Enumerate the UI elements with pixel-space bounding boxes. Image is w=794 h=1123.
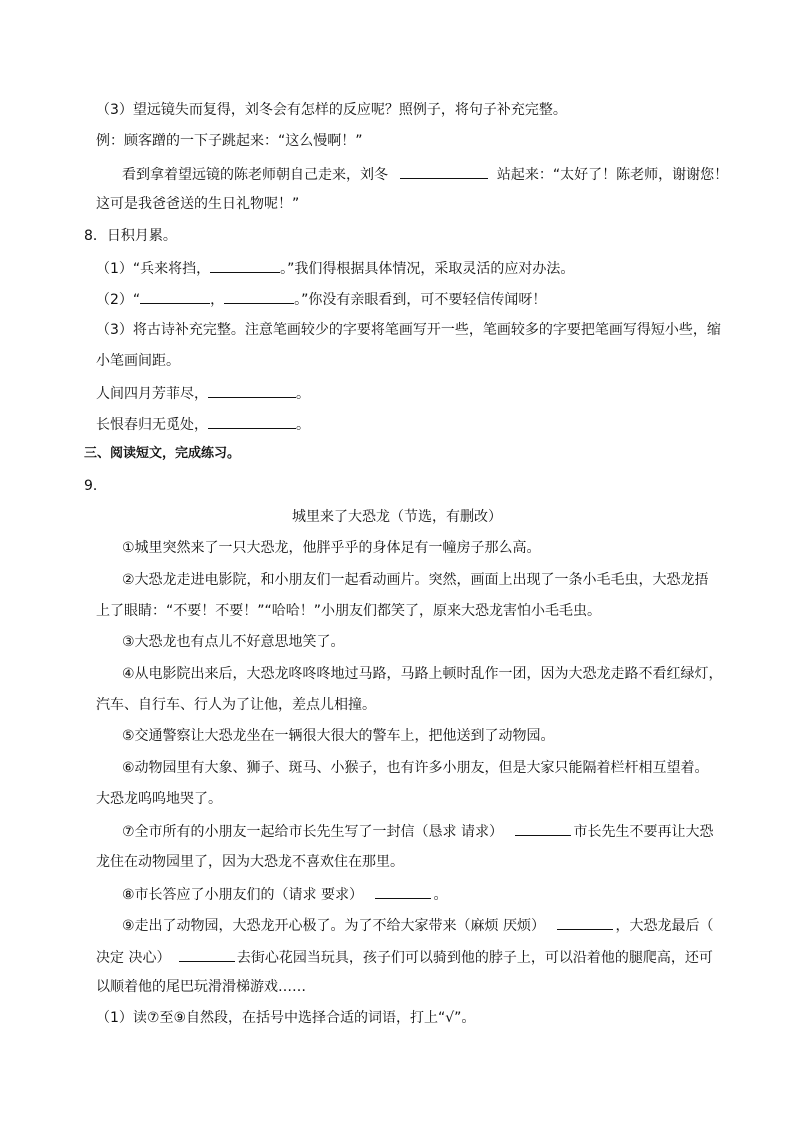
paragraph-8-blank[interactable]	[375, 883, 431, 899]
q8-item1-text-b: 。”我们得根据具体情况，采取灵活的应对办法。	[280, 261, 575, 277]
paragraph-9-text-c: 决定 决心）	[96, 950, 171, 966]
paragraph-7-text-a: ⑦全市所有的小朋友一起给市长先生写了一封信（恳求 请求）	[122, 824, 503, 840]
paragraph-7-text-b: 市长先生不要再让大恐	[573, 824, 714, 840]
q8-item2-text-a: （2）“	[96, 292, 141, 308]
q8-item2	[96, 288, 546, 310]
q8-poem-line1	[96, 382, 310, 404]
paragraph-9-text-a: ⑨走出了动物园，大恐龙开心极了。为了不给大家带来（麻烦 厌烦）	[122, 918, 545, 934]
paragraph-9-line3: 以顺着他的尾巴玩滑滑梯游戏……	[96, 979, 306, 995]
q8-title: 8．日积月累。	[84, 228, 177, 244]
paragraph-2-line1: ②大恐龙走进电影院，和小朋友们一起看动画片。突然，画面上出现了一条小毛毛虫，大恐龙捂	[122, 572, 709, 588]
q8-item2-text-b: ，	[210, 292, 225, 308]
paragraph-9-blank-2[interactable]	[179, 946, 235, 962]
q8-poem1-text: 人间四月芳菲尽，	[96, 386, 208, 402]
q7-3-line1-text-b: 站起来：“太好了！陈老师，谢谢您！	[496, 167, 729, 183]
q8-item2-text-c: 。”你没有亲眼看到，可不要轻信传闻呀！	[294, 292, 547, 308]
q8-item1	[96, 257, 574, 279]
q7-3-line2: 这可是我爸爸送的生日礼物呢！”	[96, 196, 300, 212]
paragraph-9-line2	[96, 946, 713, 968]
q8-item2-blank-2[interactable]	[224, 288, 294, 304]
q8-poem1-blank[interactable]	[208, 382, 296, 398]
paragraph-5: ⑤交通警察让大恐龙坐在一辆很大很大的警车上，把他送到了动物园。	[122, 728, 555, 744]
paragraph-8	[122, 883, 447, 905]
q8-poem1-period: 。	[296, 386, 310, 402]
passage-title: 城里来了大恐龙（节选，有删改）	[292, 509, 502, 525]
paragraph-8-text-b: 。	[433, 887, 448, 903]
paragraph-6-line2: 大恐龙呜呜地哭了。	[96, 791, 222, 807]
q8-poem2-text: 长恨春归无觅处，	[96, 417, 208, 433]
paragraph-9-line1	[122, 914, 713, 936]
q7-3-line1-text-a: 看到拿着望远镜的陈老师朝自己走来，刘冬	[122, 167, 388, 183]
q8-item3-line1: （3）将古诗补充完整。注意笔画较少的字要将笔画写开一些，笔画较多的字要把笔画写得短小些，缩	[96, 322, 721, 338]
paragraph-4-line2: 汽车、自行车、行人为了让他，差点儿相撞。	[96, 697, 376, 713]
q8-item1-blank[interactable]	[210, 257, 280, 273]
paragraph-7-blank[interactable]	[515, 820, 571, 836]
q8-poem2-period: 。	[296, 417, 310, 433]
paragraph-7-line1	[122, 820, 713, 842]
paragraph-8-text-a: ⑧市长答应了小朋友们的（请求 要求）	[122, 887, 363, 903]
paragraph-6-line1: ⑥动物园里有大象、狮子、斑马、小猴子，也有许多小朋友，但是大家只能隔着栏杆相互望着。	[122, 760, 709, 776]
q7-3-prompt: （3）望远镜失而复得，刘冬会有怎样的反应呢？照例子，将句子补充完整。	[96, 102, 567, 118]
paragraph-4-line1: ④从电影院出来后，大恐龙咚咚咚地过马路，马路上顿时乱作一团，因为大恐龙走路不看红绿灯，	[122, 666, 723, 682]
paragraph-2-line2: 上了眼睛：“不要！不要！”“哈哈！”小朋友们都笑了，原来大恐龙害怕小毛毛虫。	[96, 603, 602, 619]
q7-3-answer-blank[interactable]	[400, 163, 488, 179]
q9-number: 9．	[84, 478, 107, 494]
sub-question-1: （1）读⑦至⑨自然段，在括号中选择合适的词语，打上“√”。	[96, 1010, 476, 1026]
paragraph-9-text-d: 去街心花园当玩具，孩子们可以骑到他的脖子上，可以沿着他的腿爬高，还可	[236, 950, 713, 966]
paragraph-9-text-b: ，大恐龙最后（	[615, 918, 714, 934]
paragraph-7-line2: 龙住在动物园里了，因为大恐龙不喜欢住在那里。	[96, 854, 404, 870]
paragraph-3: ③大恐龙也有点儿不好意思地笑了。	[122, 634, 345, 650]
paragraph-1: ①城里突然来了一只大恐龙，他胖乎乎的身体足有一幢房子那么高。	[122, 540, 541, 556]
section3-title: 三、阅读短文，完成练习。	[84, 446, 241, 461]
paragraph-9-blank-1[interactable]	[557, 914, 613, 930]
q7-3-example: 例：顾客蹭的一下子跳起来：“这么慢啊！”	[96, 133, 363, 149]
q8-poem2-blank[interactable]	[208, 413, 296, 429]
q8-item2-blank-1[interactable]	[140, 288, 210, 304]
q8-item3-line2: 小笔画间距。	[96, 353, 180, 369]
q8-item1-text-a: （1）“兵来将挡，	[96, 261, 211, 277]
q8-poem-line2	[96, 413, 310, 435]
q7-3-line1	[122, 163, 728, 185]
